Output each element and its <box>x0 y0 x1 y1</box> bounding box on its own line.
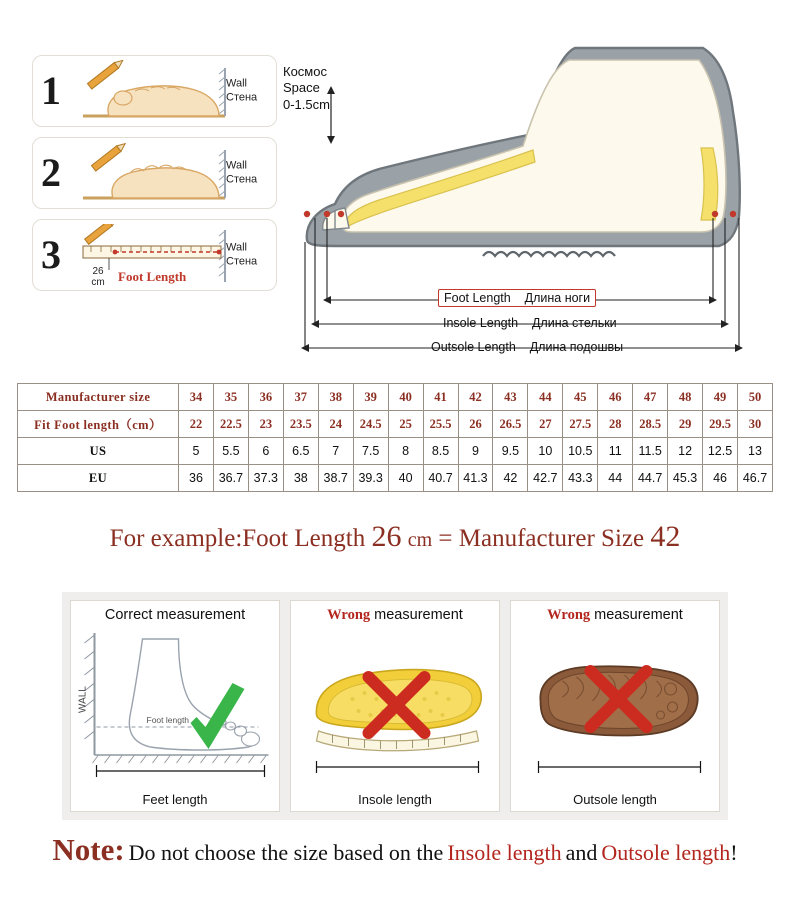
row-label-eu: EU <box>18 465 179 492</box>
panel-3-title-prefix: Wrong <box>547 607 591 623</box>
cell: 25 <box>388 411 423 438</box>
cell: 40 <box>388 384 423 411</box>
panel-2-illustration <box>291 627 499 777</box>
step-1-wall-label <box>226 77 270 105</box>
cell: 28.5 <box>633 411 668 438</box>
example-size-label: Manufacturer Size <box>458 525 645 552</box>
measure-insole-length-ru: Длина стельки <box>531 316 617 330</box>
cell: 24 <box>318 411 353 438</box>
step-3 <box>32 219 277 291</box>
cell: 40.7 <box>423 465 458 492</box>
note-red-outsole: Outsole length <box>601 840 731 865</box>
cell: 36 <box>248 384 283 411</box>
svg-text:Foot length: Foot length <box>146 715 190 725</box>
measure-outsole-length <box>431 340 623 354</box>
measure-insole-length-en: Insole Length <box>443 316 519 330</box>
cell: 10.5 <box>563 438 598 465</box>
note-line <box>0 832 790 868</box>
cell: 23 <box>248 411 283 438</box>
cell: 7 <box>318 438 353 465</box>
cell: 10 <box>528 438 563 465</box>
step-3-cm-unit: cm <box>91 276 105 288</box>
row-label-manufacturer-size: Manufacturer size <box>18 384 179 411</box>
example-line <box>0 520 790 554</box>
cell: 22.5 <box>213 411 248 438</box>
cell: 38 <box>318 384 353 411</box>
cell: 38.7 <box>318 465 353 492</box>
step-3-cm-number: 26 <box>92 266 104 277</box>
cell: 38 <box>283 465 318 492</box>
cell: 36.7 <box>213 465 248 492</box>
cell: 41 <box>423 384 458 411</box>
cell: 22 <box>179 411 214 438</box>
cell: 11 <box>598 438 633 465</box>
panel-3-caption: Outsole length <box>573 792 657 807</box>
panel-3-title-suffix: measurement <box>590 607 683 623</box>
step-2 <box>32 137 277 209</box>
cell: 12.5 <box>703 438 738 465</box>
step-3-cm-value <box>85 267 111 288</box>
panel-wrong-insole <box>290 600 500 812</box>
cell: 46.7 <box>738 465 773 492</box>
cell: 9 <box>458 438 493 465</box>
step-1-wall-en: Wall <box>226 77 247 90</box>
cell: 41.3 <box>458 465 493 492</box>
step-2-illustration <box>79 142 229 206</box>
panel-1-title <box>71 607 279 623</box>
step-3-foot-length-label: Foot Length <box>118 269 187 284</box>
cell: 42 <box>493 465 528 492</box>
cell: 27 <box>528 411 563 438</box>
cell: 48 <box>668 384 703 411</box>
cell: 7.5 <box>353 438 388 465</box>
note-text-3: ! <box>730 840 738 865</box>
table-row <box>18 384 773 411</box>
cell: 30 <box>738 411 773 438</box>
space-value: 0-1.5cm <box>283 96 330 112</box>
step-2-number: 2 <box>41 150 61 195</box>
cell: 26.5 <box>493 411 528 438</box>
space-gap-label <box>283 64 330 113</box>
note-text-1: Do not choose the size based on the <box>128 840 444 865</box>
step-2-wall-en: Wall <box>226 159 247 172</box>
panel-2-caption: Insole length <box>358 792 432 807</box>
cell: 50 <box>738 384 773 411</box>
cell: 23.5 <box>283 411 318 438</box>
cell: 46 <box>703 465 738 492</box>
example-unit: cm <box>407 529 433 551</box>
cell: 12 <box>668 438 703 465</box>
cell: 8 <box>388 438 423 465</box>
step-2-wall-label <box>226 159 270 187</box>
step-3-wall-ru: Стена <box>226 255 258 267</box>
panel-1-title-prefix: Correct <box>104 607 153 623</box>
cell: 9.5 <box>493 438 528 465</box>
cell: 13 <box>738 438 773 465</box>
cell: 34 <box>179 384 214 411</box>
panel-1-caption: Feet length <box>142 792 208 807</box>
shoe-svg <box>283 28 778 358</box>
cell: 5.5 <box>213 438 248 465</box>
panel-1-illustration <box>71 627 279 777</box>
cell: 29.5 <box>703 411 738 438</box>
cell: 26 <box>458 411 493 438</box>
note-red-insole: Insole length <box>447 840 562 865</box>
cell: 36 <box>179 465 214 492</box>
cell: 37 <box>283 384 318 411</box>
row-label-fit-foot-length: Fit Foot length（cm） <box>18 411 179 438</box>
note-word: Note: <box>52 832 125 867</box>
cell: 42.7 <box>528 465 563 492</box>
cell: 29 <box>668 411 703 438</box>
step-1-number: 1 <box>41 68 61 113</box>
example-equals: = <box>438 525 453 552</box>
cell: 44 <box>598 465 633 492</box>
panel-2-title <box>291 607 499 624</box>
table-row <box>18 465 773 492</box>
cell: 25.5 <box>423 411 458 438</box>
example-size-value: 42 <box>650 520 681 553</box>
panel-2-title-prefix: Wrong <box>327 607 371 623</box>
table-row <box>18 411 773 438</box>
cell: 47 <box>633 384 668 411</box>
example-prefix: For example:Foot Length <box>109 525 366 552</box>
cell: 43 <box>493 384 528 411</box>
cell: 24.5 <box>353 411 388 438</box>
step-3-wall-en: Wall <box>226 241 247 254</box>
measure-insole-length <box>443 316 617 330</box>
row-label-us: US <box>18 438 179 465</box>
measure-outsole-length-en: Outsole Length <box>431 340 516 354</box>
size-chart-table <box>17 383 773 492</box>
panel-correct-measurement <box>70 600 280 812</box>
cell: 46 <box>598 384 633 411</box>
panel-wrong-outsole <box>510 600 720 812</box>
table-row <box>18 438 773 465</box>
step-1 <box>32 55 277 127</box>
note-text-2: and <box>565 840 598 865</box>
cell: 44.7 <box>633 465 668 492</box>
cell: 45 <box>563 384 598 411</box>
panel-1-title-suffix: measurement <box>152 607 246 623</box>
measure-foot-length-en: Foot Length <box>444 291 511 305</box>
step-1-wall-ru: Стена <box>226 91 258 103</box>
measurement-comparison-panels <box>62 592 728 820</box>
cell: 35 <box>213 384 248 411</box>
measure-foot-length <box>438 291 596 305</box>
space-label-ru: Космос <box>283 64 327 79</box>
panel-3-title <box>511 607 719 624</box>
cell: 37.3 <box>248 465 283 492</box>
cell: 8.5 <box>423 438 458 465</box>
cell: 6.5 <box>283 438 318 465</box>
svg-text:WALL: WALL <box>77 686 89 713</box>
cell: 42 <box>458 384 493 411</box>
panel-2-title-suffix: measurement <box>370 607 463 623</box>
cell: 6 <box>248 438 283 465</box>
measure-outsole-length-ru: Длина подошвы <box>529 340 624 354</box>
cell: 28 <box>598 411 633 438</box>
step-2-wall-ru: Стена <box>226 173 258 185</box>
cell: 39.3 <box>353 465 388 492</box>
cell: 45.3 <box>668 465 703 492</box>
step-1-illustration <box>79 60 229 124</box>
size-chart-table-wrapper <box>17 383 773 492</box>
steps-panel <box>32 55 277 301</box>
cell: 5 <box>179 438 214 465</box>
measurement-instructions-section <box>0 0 790 370</box>
cell: 11.5 <box>633 438 668 465</box>
cell: 40 <box>388 465 423 492</box>
cell: 49 <box>703 384 738 411</box>
cell: 39 <box>353 384 388 411</box>
cell: 43.3 <box>563 465 598 492</box>
cell: 44 <box>528 384 563 411</box>
panel-3-illustration <box>511 627 719 777</box>
step-3-wall-label <box>226 241 270 269</box>
example-foot-value: 26 <box>371 520 402 553</box>
measure-foot-length-ru: Длина ноги <box>524 291 591 305</box>
shoe-cross-section-diagram <box>283 28 778 358</box>
space-label-en: Space <box>283 80 320 96</box>
step-3-number: 3 <box>41 232 61 277</box>
cell: 27.5 <box>563 411 598 438</box>
